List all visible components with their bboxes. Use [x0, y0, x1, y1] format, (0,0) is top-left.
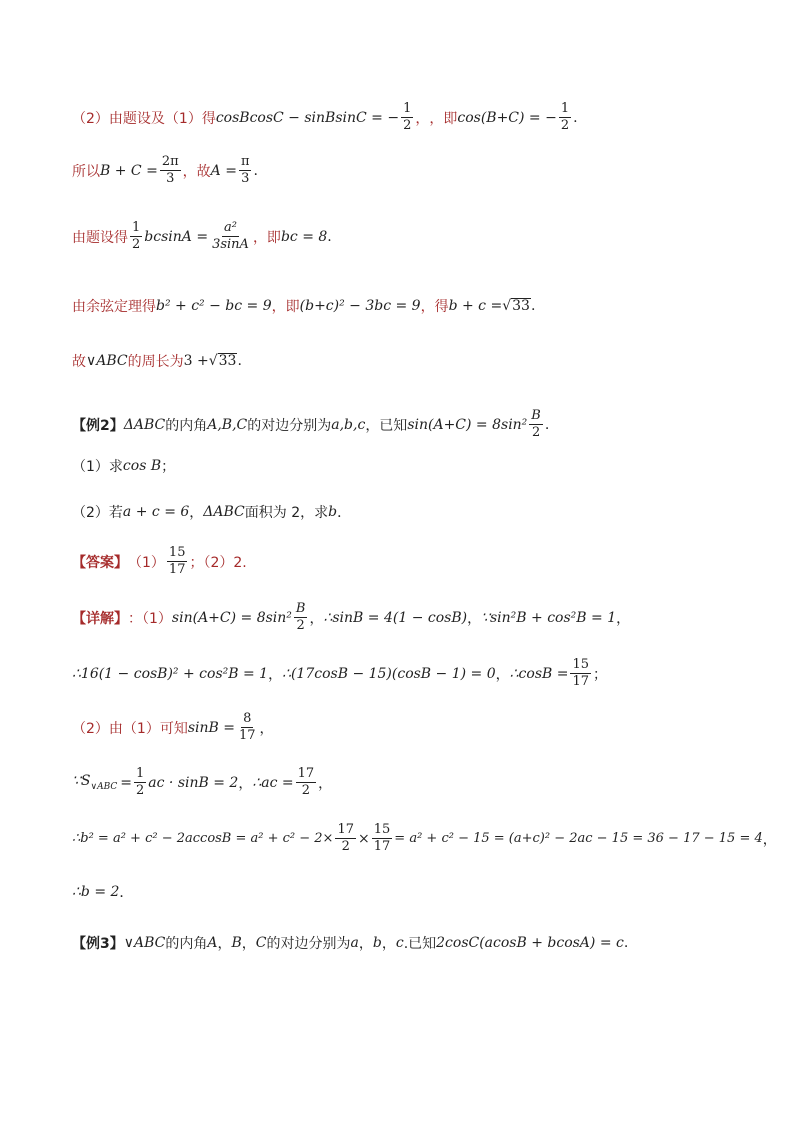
sqrt-33: √ 33: [208, 353, 237, 369]
period: .: [237, 353, 242, 369]
fraction-17-over-2: $\frac{17}{2}$: [337, 822, 355, 854]
fraction-pi-over-three: $\frac{\pi}{3}$: [240, 154, 250, 186]
therefore-prefix: 故: [72, 354, 86, 370]
detail-line-1: [72, 601, 630, 634]
period: .: [327, 228, 332, 245]
sides-abc: a,b,c: [331, 416, 366, 433]
detail-line-4: [72, 766, 332, 799]
equation-cosine-law: b² + c² − bc = 9: [156, 298, 272, 314]
answer-label: 【答案】: [72, 554, 128, 571]
equals: =: [120, 774, 132, 791]
perimeter-value: 3 +: [183, 353, 209, 369]
example-2-text: 的对边分别为: [247, 417, 332, 434]
answer-part-1: （1）: [128, 554, 165, 571]
semicolon: ；: [161, 459, 176, 475]
equation-b-squared: ∴b² = a² + c² − 2accosB = a² + c² − 2×: [72, 831, 334, 846]
connector-text: ，即: [429, 110, 458, 127]
connector-text: ，即: [252, 229, 281, 246]
connector-text: ，故: [182, 163, 211, 180]
cos-b: cos B: [122, 458, 162, 474]
question-2: [72, 502, 351, 522]
fraction-15-over-17: $\frac{15}{17}$: [373, 822, 391, 854]
detail-line-2: [72, 657, 607, 690]
fraction-b-over-2: $\frac{B}{2}$: [531, 408, 541, 440]
equation-b-plus-c: B + C =: [100, 162, 158, 179]
equation-b-squared-result: = a² + c² − 15 = (a+c)² − 2ac − 15 = 36 − 17 − 15 = 4: [394, 831, 763, 846]
question-2-area-text: 面积为 2，求: [244, 505, 329, 521]
fraction-8-over-17: $\frac{8}{17}$: [238, 711, 256, 743]
period: .: [573, 109, 578, 126]
angle-a: A: [207, 935, 218, 951]
comma: ，: [616, 610, 631, 627]
question-1: [72, 456, 175, 476]
comma: ，: [309, 610, 324, 627]
equation-sin-b: ∴sinB = 4(1 − cosB): [323, 609, 468, 626]
equation-given: sin(A+C) = 8sin²: [407, 416, 528, 433]
area-symbol: $\because S_{\vee ABC}$: [72, 773, 118, 792]
given-prefix: 由题设得: [72, 229, 128, 246]
period: .: [623, 935, 629, 951]
equation-cos-product: cosBcosC − sinBsinC = −: [215, 109, 400, 126]
example-2-text: ，已知: [365, 417, 408, 434]
angles-abc: A,B,C: [207, 416, 248, 433]
comma: ，: [467, 610, 482, 627]
detail-label: 【详解】: [72, 610, 128, 627]
comma: ，: [238, 775, 253, 792]
side-c: c: [395, 935, 404, 951]
angle-b: B: [231, 935, 242, 951]
comma: ，: [268, 666, 283, 683]
comma: ，: [762, 831, 777, 848]
equation-bc: bc = 8: [280, 228, 328, 245]
fraction-one-half: $\frac{1}{2}$: [560, 101, 570, 133]
comma: ，: [217, 936, 232, 952]
period: ．: [119, 885, 134, 901]
fraction-b-over-2: $\frac{B}{2}$: [295, 601, 306, 633]
example-3-text: 的对边分别为: [266, 936, 351, 952]
detail-part-2-prefix: （2）由（1）可知: [72, 720, 188, 737]
equation-b-result: ∴b = 2: [72, 884, 120, 900]
comma: ，: [495, 666, 510, 683]
fraction-one-half: $\frac{1}{2}$: [403, 101, 412, 133]
solution-line-1: [72, 101, 578, 134]
period: .: [544, 416, 550, 433]
equation-factored: ∴(17cosB − 15)(cosB − 1) = 0: [282, 665, 496, 682]
equation-ac: ∴ac =: [252, 774, 294, 791]
so-prefix: 所以: [72, 163, 100, 180]
fraction-two-pi-over-three: $\frac{2\pi}{3}$: [161, 154, 179, 186]
cosine-law-prefix: 由余弦定理得: [72, 299, 156, 315]
comma: ，: [358, 936, 373, 952]
connector-text: ，即: [271, 299, 300, 315]
period: .: [530, 298, 536, 314]
comma: ，: [318, 775, 333, 792]
triangle-abc: ∨ABC: [123, 935, 166, 951]
fraction-one-half: $\frac{1}{2}$: [132, 220, 141, 252]
fraction-17-over-2: $\frac{17}{2}$: [297, 766, 315, 798]
triangle-abc: ΔABC: [203, 504, 245, 520]
perimeter-text: 的周长为: [127, 354, 184, 370]
triangle-abc: ΔABC: [123, 416, 166, 433]
example-2-text: 的内角: [165, 417, 208, 434]
angle-c: C: [255, 935, 267, 951]
solution-line-2: [72, 154, 258, 187]
answer-part-2: ；（2）2.: [189, 554, 247, 571]
comma: ，: [415, 110, 430, 127]
equation-identity: ∵sin²B + cos²B = 1: [481, 609, 617, 626]
comma: ，: [259, 720, 274, 737]
equation-quadratic: ∴16(1 − cosB)² + cos²B = 1: [72, 665, 269, 682]
solution-line-3: [72, 220, 332, 253]
example-3-text: 的内角: [165, 936, 208, 952]
equation-sin-b-value: sinB =: [187, 719, 235, 736]
equation-a: A =: [210, 162, 237, 179]
comma: ，: [189, 505, 204, 521]
equation-cos-b-result: ∴cosB =: [509, 665, 569, 682]
equation-area: bcsinA =: [144, 228, 209, 245]
equation-area-value: ac · sinB = 2: [148, 774, 239, 791]
detail-line-6: [72, 882, 133, 902]
equation-a-plus-c: a + c = 6: [122, 504, 190, 520]
equation-given: sin(A+C) = 8sin²: [171, 609, 292, 626]
period: .: [253, 162, 258, 179]
example-2-label: 【例2】: [72, 417, 124, 434]
semicolon: ；: [593, 666, 608, 683]
side-a: a: [350, 935, 359, 951]
equation-example-3: 2cosC(acosB + bcosA) = c: [436, 935, 624, 951]
example-3-text: .已知: [403, 936, 437, 952]
connector-text: ，得: [420, 299, 449, 315]
side-b: b: [372, 935, 382, 951]
times: ×: [358, 830, 370, 847]
fraction-a-squared: $\frac{\text{a²}}{3\sin A}$: [212, 220, 249, 252]
part2-prefix: （2）由题设及（1）得: [72, 110, 216, 127]
period: ．: [337, 505, 352, 521]
fraction-one-half: $\frac{1}{2}$: [136, 766, 145, 798]
triangle-abc: ∨ABC: [86, 353, 128, 369]
detail-line-3: [72, 711, 274, 744]
question-2-text: （2）若: [72, 505, 123, 521]
detail-line-5: [72, 822, 777, 855]
equation-sum-squared: (b+c)² − 3bc = 9: [299, 298, 421, 314]
detail-part-1: ：（1）: [128, 610, 172, 627]
answer-line: [72, 545, 247, 578]
solution-line-5: [72, 351, 242, 371]
example-3-label: 【例3】: [72, 936, 124, 952]
sqrt-33: √ 33: [502, 298, 530, 314]
question-1-text: （1）求: [72, 459, 123, 475]
example-2-statement: [72, 408, 549, 441]
fraction-15-over-17: $\frac{15}{17}$: [168, 545, 186, 577]
equation-b-plus-c-value: b + c =: [448, 298, 503, 314]
comma: ，: [381, 936, 396, 952]
example-3-statement: [72, 933, 628, 953]
comma: ，: [241, 936, 256, 952]
side-b: b: [328, 504, 338, 520]
solution-line-4: [72, 296, 535, 316]
fraction-15-over-17: $\frac{15}{17}$: [572, 657, 590, 689]
equation-cos-sum: cos(B+C) = −: [457, 109, 557, 126]
